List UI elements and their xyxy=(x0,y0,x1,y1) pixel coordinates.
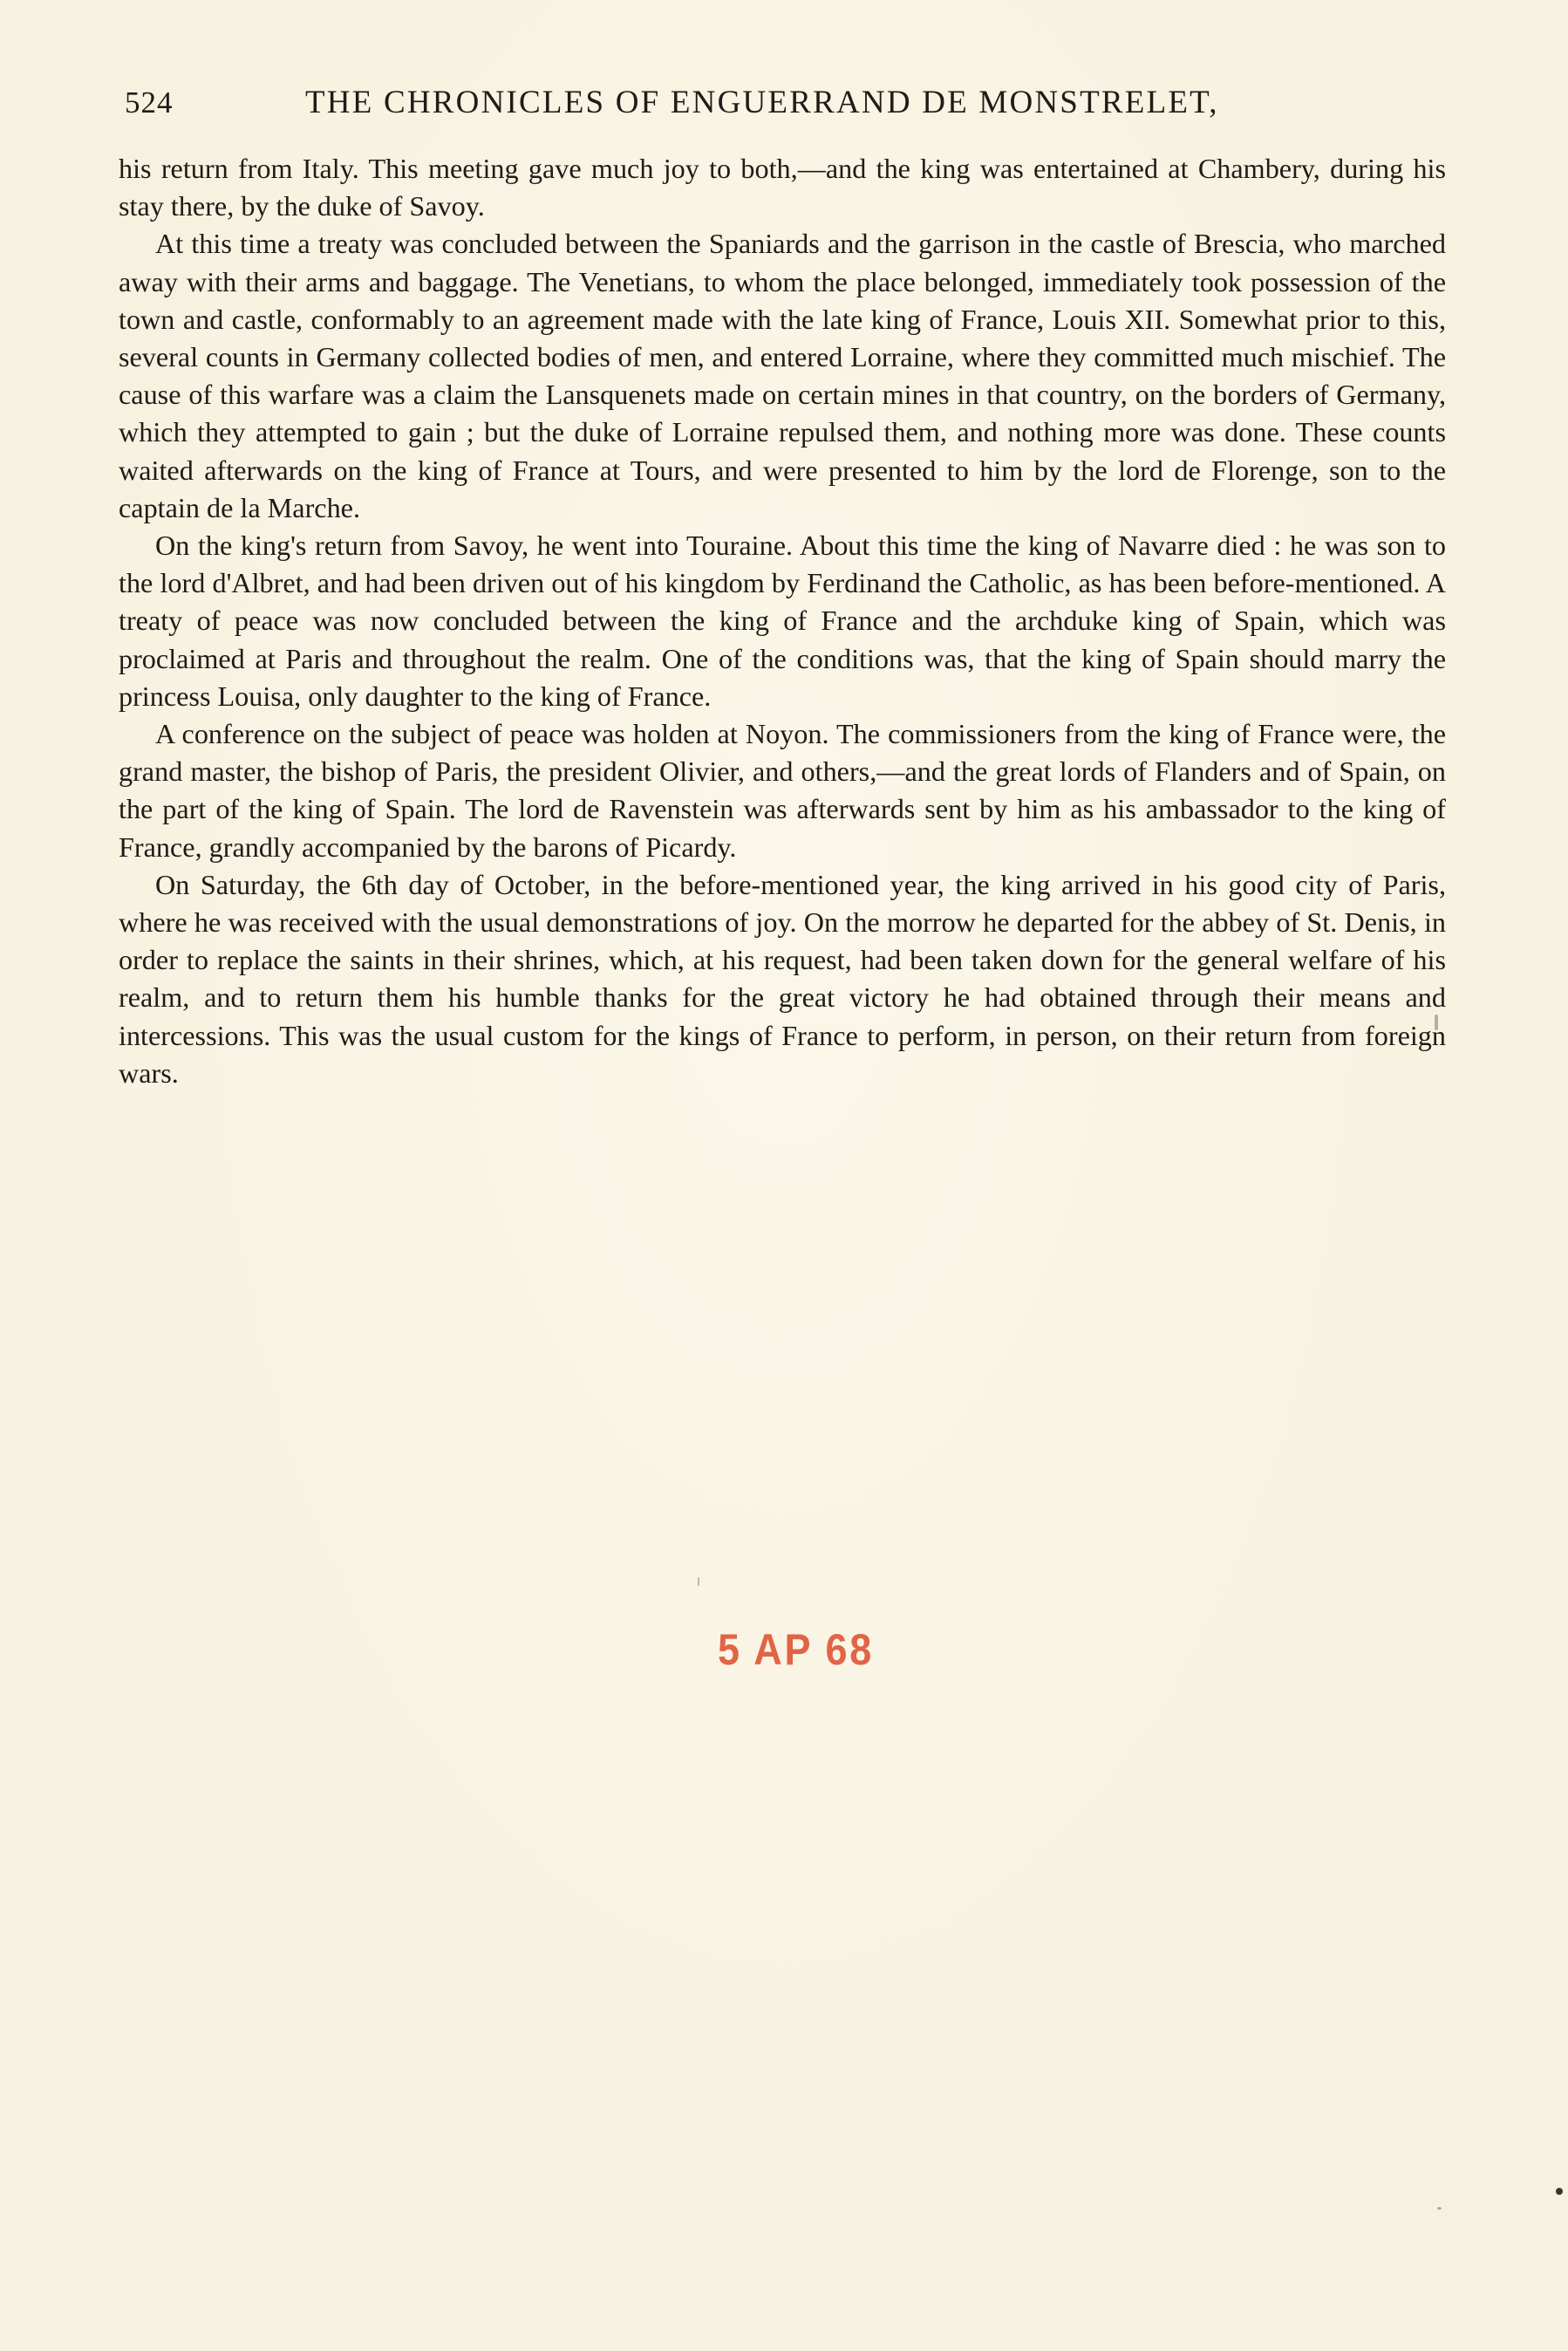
page-header xyxy=(0,80,1568,124)
paper-speck xyxy=(1435,1015,1438,1030)
paragraph-5: On Saturday, the 6th day of October, in the before-mentioned year, the king arrived in his good city of Paris, where he was received with the usual demonstrations of joy. On the morrow he departed for the abbey of St. Denis, in order to replace the saints in their shrines, which, at his request, had been taken down for the general welfare of his realm, and to return them his humble thanks for the great victory he had obtained through their means and intercessions. This was the usual custom for the kings of France to perform, in person, on their return from foreign wars. xyxy=(119,868,1446,1089)
body-text xyxy=(119,150,1446,1092)
paragraph-4: A conference on the subject of peace was holden at Noyon. The commissioners from the king of France were, the grand master, the bishop of Paris, the president Olivier, and others,—and the great lords of Flanders and of Spain, on the part of the king of Spain. The lord de Ravenstein was afterwards sent by him as his ambassador to the king of France, grandly accompanied by the barons of Picardy. xyxy=(119,718,1446,863)
paper-speck xyxy=(1556,2188,1563,2195)
paragraph-3: On the king's return from Savoy, he went into Touraine. About this time the king of Navarre died : he was son to the lord d'Albret, and had been driven out of his kingdom by Ferdinand the Catholic, as has been before-mentioned. A treaty of peace was now concluded between the king of France and the archduke king of Spain, which was proclaimed at Paris and throughout the realm. One of the conditions was, that the king of Spain should marry the princess Louisa, only daughter to the king of France. xyxy=(119,530,1446,712)
page-number: 524 xyxy=(125,85,174,120)
paragraph-1: his return from Italy. This meeting gave much joy to both,—and the king was entertained at Chambery, during his stay there, by the duke of Savoy. xyxy=(119,153,1446,222)
paper-speck xyxy=(698,1577,699,1586)
running-title: THE CHRONICLES OF ENGUERRAND DE MONSTRELET, xyxy=(305,85,1219,120)
paper-speck xyxy=(1437,2207,1442,2210)
paragraph-2: At this time a treaty was concluded between the Spaniards and the garrison in the castle of Brescia, who marched away with their arms and baggage. The Venetians, to whom the place belonged, immediately took possession of the town and castle, conformably to an agreement made with the late king of France, Louis XII. Somewhat prior to this, several counts in Germany collected bodies of men, and entered Lorraine, where they committed much mischief. The cause of this warfare was a claim the Lansquenets made on certain mines in that country, on the borders of Germany, which they attempted to gain ; but the duke of Lorraine repulsed them, and nothing more was done. These counts waited afterwards on the king of France at Tours, and were presented to him by the lord de Florenge, son to the captain de la Marche. xyxy=(119,228,1446,523)
library-date-stamp: 5 AP 68 xyxy=(718,1625,875,1674)
